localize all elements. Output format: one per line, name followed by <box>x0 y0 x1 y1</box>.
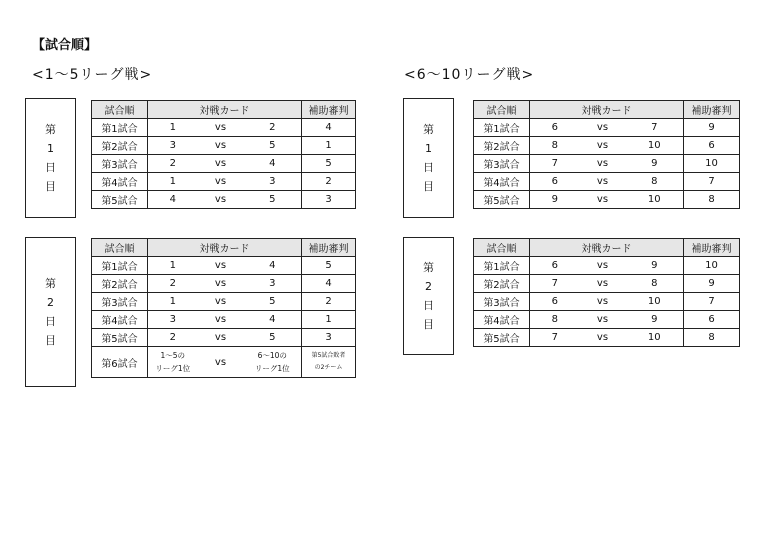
match-order: 第2試合 <box>474 275 530 293</box>
team-b: 10 <box>626 293 684 311</box>
table-row <box>92 137 356 155</box>
day-char: 日 <box>45 315 56 328</box>
team-a: 6 <box>530 257 580 275</box>
team-b: 5 <box>244 137 302 155</box>
day-char: 目 <box>45 180 56 193</box>
referee: 6 <box>684 311 740 329</box>
team-a: 1 <box>148 257 198 275</box>
match-order: 第3試合 <box>474 155 530 173</box>
day-char: 日 <box>45 161 56 174</box>
referee: 4 <box>302 119 356 137</box>
day-char: 日 <box>423 161 434 174</box>
match-order: 第5試合 <box>92 191 148 209</box>
vs-label: vs <box>580 155 626 173</box>
day-label-left-day2 <box>25 237 76 387</box>
team-a: 1 <box>148 119 198 137</box>
day-char: 日 <box>423 299 434 312</box>
team-a: 2 <box>148 329 198 347</box>
match-order: 第3試合 <box>92 155 148 173</box>
table-row <box>474 137 740 155</box>
referee-line1: 第5試合敗者 <box>311 352 346 359</box>
referee: 3 <box>302 329 356 347</box>
header-referee: 補助審判 <box>302 101 356 119</box>
team-b: 9 <box>626 155 684 173</box>
referee: 9 <box>684 119 740 137</box>
schedule-table-right-day2 <box>473 238 740 347</box>
match-order: 第1試合 <box>92 257 148 275</box>
vs-label: vs <box>198 293 244 311</box>
vs-label: vs <box>198 275 244 293</box>
match-order: 第2試合 <box>92 275 148 293</box>
schedule-table-left-day1 <box>91 100 356 209</box>
league-title-right: <6〜10リーグ戦> <box>404 67 535 83</box>
vs-label: vs <box>580 293 626 311</box>
header-referee: 補助審判 <box>684 239 740 257</box>
team-a-line2: リーグ1位 <box>155 364 191 373</box>
header-card: 対戦カード <box>530 101 684 119</box>
header-card: 対戦カード <box>530 239 684 257</box>
vs-label: vs <box>580 119 626 137</box>
team-a: 6 <box>530 293 580 311</box>
match-order: 第4試合 <box>92 173 148 191</box>
team-b: 2 <box>244 119 302 137</box>
team-b: 3 <box>244 173 302 191</box>
day-char: 第 <box>45 277 56 290</box>
table-row <box>92 311 356 329</box>
referee: 1 <box>302 137 356 155</box>
table-row <box>474 329 740 347</box>
team-b: 9 <box>626 257 684 275</box>
team-b: 4 <box>244 311 302 329</box>
day-char: 第 <box>45 123 56 136</box>
day-char: 目 <box>45 334 56 347</box>
team-a: 6 <box>530 173 580 191</box>
vs-label: vs <box>198 329 244 347</box>
vs-label: vs <box>580 191 626 209</box>
page-title: 【試合順】 <box>32 38 98 53</box>
team-a-final <box>148 347 198 378</box>
referee: 1 <box>302 311 356 329</box>
header-order: 試合順 <box>92 239 148 257</box>
referee: 6 <box>684 137 740 155</box>
table-row <box>92 275 356 293</box>
referee-line2: の2チーム <box>314 364 343 371</box>
team-b: 8 <box>626 173 684 191</box>
vs-label: vs <box>198 191 244 209</box>
schedule-table-right-day1 <box>473 100 740 209</box>
table-row <box>92 329 356 347</box>
table-row-final <box>92 347 356 378</box>
vs-label: vs <box>198 311 244 329</box>
team-a-line1: 1〜5の <box>160 351 186 360</box>
header-card: 対戦カード <box>148 101 302 119</box>
day-char: 目 <box>423 180 434 193</box>
match-order: 第1試合 <box>474 119 530 137</box>
team-a: 3 <box>148 311 198 329</box>
header-referee: 補助審判 <box>302 239 356 257</box>
vs-label: vs <box>580 311 626 329</box>
match-order: 第4試合 <box>92 311 148 329</box>
referee: 8 <box>684 191 740 209</box>
vs-label: vs <box>198 119 244 137</box>
day-char: 第 <box>423 123 434 136</box>
referee: 4 <box>302 275 356 293</box>
team-b: 10 <box>626 329 684 347</box>
team-a: 8 <box>530 137 580 155</box>
match-order: 第2試合 <box>474 137 530 155</box>
referee: 7 <box>684 173 740 191</box>
day-label-left-day1 <box>25 98 76 218</box>
referee: 2 <box>302 293 356 311</box>
team-b: 10 <box>626 191 684 209</box>
team-a: 1 <box>148 173 198 191</box>
match-order: 第4試合 <box>474 173 530 191</box>
day-char: 1 <box>425 142 432 155</box>
table-row <box>92 191 356 209</box>
referee: 10 <box>684 155 740 173</box>
team-a: 7 <box>530 329 580 347</box>
match-order: 第3試合 <box>92 293 148 311</box>
day-char: 2 <box>425 280 432 293</box>
vs-label: vs <box>580 173 626 191</box>
team-a: 7 <box>530 155 580 173</box>
day-char: 2 <box>47 296 54 309</box>
table-row <box>92 155 356 173</box>
team-b-final <box>244 347 302 378</box>
day-label-right-day2 <box>403 237 454 355</box>
vs-label: vs <box>198 155 244 173</box>
referee: 7 <box>684 293 740 311</box>
referee: 5 <box>302 155 356 173</box>
team-a: 7 <box>530 275 580 293</box>
table-row <box>92 173 356 191</box>
match-order: 第1試合 <box>474 257 530 275</box>
referee: 9 <box>684 275 740 293</box>
team-b: 5 <box>244 329 302 347</box>
referee: 10 <box>684 257 740 275</box>
match-order: 第1試合 <box>92 119 148 137</box>
team-b: 10 <box>626 137 684 155</box>
vs-label: vs <box>198 137 244 155</box>
table-row <box>92 119 356 137</box>
day-label-right-day1 <box>403 98 454 218</box>
team-b: 7 <box>626 119 684 137</box>
table-row <box>474 155 740 173</box>
team-a: 2 <box>148 155 198 173</box>
team-b: 9 <box>626 311 684 329</box>
vs-label: vs <box>198 347 244 378</box>
day-char: 目 <box>423 318 434 331</box>
table-row <box>92 293 356 311</box>
table-row <box>474 311 740 329</box>
vs-label: vs <box>580 137 626 155</box>
vs-label: vs <box>580 257 626 275</box>
league-title-left: <1〜5リーグ戦> <box>32 67 153 83</box>
referee: 5 <box>302 257 356 275</box>
match-order: 第6試合 <box>92 347 148 378</box>
match-order: 第2試合 <box>92 137 148 155</box>
team-b: 8 <box>626 275 684 293</box>
team-a: 8 <box>530 311 580 329</box>
referee-final <box>302 347 356 378</box>
team-a: 6 <box>530 119 580 137</box>
header-order: 試合順 <box>474 101 530 119</box>
team-a: 2 <box>148 275 198 293</box>
team-b: 5 <box>244 191 302 209</box>
table-row <box>474 257 740 275</box>
vs-label: vs <box>198 173 244 191</box>
match-order: 第5試合 <box>474 329 530 347</box>
header-card: 対戦カード <box>148 239 302 257</box>
referee: 2 <box>302 173 356 191</box>
team-b: 3 <box>244 275 302 293</box>
team-a: 3 <box>148 137 198 155</box>
table-row <box>474 119 740 137</box>
vs-label: vs <box>580 329 626 347</box>
team-b-line1: 6〜10の <box>257 351 287 360</box>
header-order: 試合順 <box>474 239 530 257</box>
referee: 8 <box>684 329 740 347</box>
day-char: 第 <box>423 261 434 274</box>
team-b-line2: リーグ1位 <box>254 364 290 373</box>
header-referee: 補助審判 <box>684 101 740 119</box>
match-order: 第5試合 <box>474 191 530 209</box>
vs-label: vs <box>198 257 244 275</box>
table-row <box>474 173 740 191</box>
vs-label: vs <box>580 275 626 293</box>
team-a: 1 <box>148 293 198 311</box>
header-order: 試合順 <box>92 101 148 119</box>
team-b: 4 <box>244 155 302 173</box>
table-row <box>474 275 740 293</box>
team-a: 9 <box>530 191 580 209</box>
table-row <box>474 191 740 209</box>
match-order: 第5試合 <box>92 329 148 347</box>
table-row <box>92 257 356 275</box>
match-order: 第3試合 <box>474 293 530 311</box>
table-row <box>474 293 740 311</box>
team-b: 4 <box>244 257 302 275</box>
schedule-table-left-day2 <box>91 238 356 378</box>
team-a: 4 <box>148 191 198 209</box>
match-order: 第4試合 <box>474 311 530 329</box>
team-b: 5 <box>244 293 302 311</box>
day-char: 1 <box>47 142 54 155</box>
referee: 3 <box>302 191 356 209</box>
